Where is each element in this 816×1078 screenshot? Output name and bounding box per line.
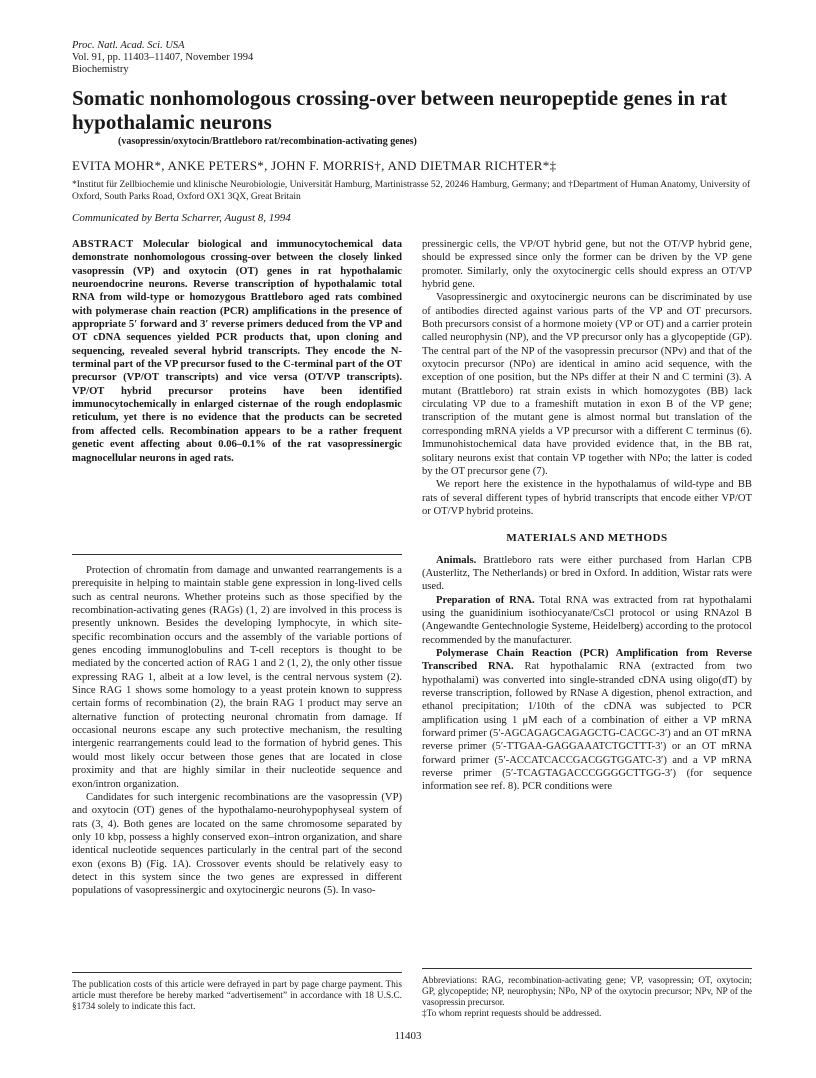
paper-title: Somatic nonhomologous crossing-over between neuropeptide genes in rat hypothalamic neurons [72, 86, 728, 134]
methods-pcr [422, 647, 752, 794]
methods-rna-head: Preparation of RNA. [436, 594, 535, 606]
intro-paragraph-2: Candidates for such intergenic recombinations are the vasopressin (VP) and oxytocin (OT) genes of the hypothalamo-neurohypophyseal system of rats (3, 4). Both genes are located on the same chromosome separated by only 10 kbp, possess a highly conserved exon–intron organization, and share identical nucleotide sequences particularly in the central part of the second exon (exons B) (Fig. 1A). Crossover events should be relatively easy to detect in this system since the two genes are expressed in different populations of vasopressinergic and oxytocinergic neurons (5). In vaso- [72, 791, 402, 897]
intro-paragraph-5: We report here the existence in the hypothalamus of wild-type and BB rats of several different types of hybrid transcripts that encode either VP/OT or OT/VP hybrid proteins. [422, 479, 752, 517]
abstract-divider [72, 554, 402, 555]
methods-animals-head: Animals. [436, 554, 477, 566]
reprint-note: ‡To whom reprint requests should be addressed. [422, 1009, 602, 1019]
methods-rna [422, 594, 752, 647]
intro-paragraph-3: pressinergic cells, the VP/OT hybrid gene, but not the OT/VP hybrid gene, should be expressed since only the former can be driven by the VP gene promoter. Similarly, only the oxytocinergic cells should express an OT/VP hybrid gene. [422, 239, 752, 291]
abbreviations-note: Abbreviations: RAG, recombination-activating gene; VP, vasopressin; OT, oxytocin; GP, glycopeptide; NP, neurophysin; NPo, NP of the oxytocin precursor; NPv, NP of the vasopressin precursor. [422, 976, 752, 1008]
methods-pcr-text: Rat hypothalamic RNA (extracted from two hypothalami) was converted into single-stranded cDNA using oligo(dT) by reverse transcription, followed by RNase A digestion, phenol extraction, and ethanol precipitation; 1/10th of the cDNA was subjected to PCR amplification using 1 μM each of a combination of either a VP mRNA forward primer (5′-AGCAGAGCAGAGCTG-CACGC-3′) and an OT mRNA reverse primer (5′-TTGAA-GAGGAAATCTGCTTT-3′) or an OT mRNA forward primer (5′-ACCATCACCGACGGTGGATC-3′) and a VP mRNA reverse primer (5′-TCAGTAGACCCGGGGCTTGG-3′) (for sequence information see ref. 8). PCR conditions were [422, 661, 752, 793]
methods-pcr-head: Polymerase Chain Reaction (PCR) Amplification from Reverse Transcribed RNA. [422, 647, 752, 673]
affiliations: *Institut für Zellbiochemie und klinische Neurobiologie, Universität Hamburg, Martinistrasse 52, 20246 Hamburg, Germany; and †Department of Human Anatomy, University of Oxford, South Parks Road, Oxford OX1 3QX, Great Britain [72, 180, 751, 202]
abstract-text: Molecular biological and immunocytochemical data demonstrate nonhomologous crossing-over between the closely linked vasopressin (VP) and oxytocin (OT) genes in rat hypothalamic neuroendocrine neurons. Reverse transcription of hypothalamic total RNA from wild-type or homozygous Brattleboro aged rats combined with polymerase chain reaction (PCR) amplifications in the presence of appropriate 5′ forward and 3′ reverse primers deduced from the VP and OT cDNA sequences yielded PCR products that, upon cloning and sequencing, revealed several hybrid transcripts. They encode the N-terminal part of the VP precursor fused to the C-terminal part of the OT precursor (VP/OT transcripts) and vice versa (OT/VP transcripts). VP/OT hybrid precursor proteins have been identified immunocytochemically in enlarged cisternae of the rough endoplasmic reticulum, yet there is no evidence that the products can be secreted from affected cells. Recombination appears to be a rather frequent genetic event affecting about 0.06–0.1% of the rat vasopressinergic magnocellular neurons in aged rats. [72, 239, 403, 464]
journal-volume: Vol. 91, pp. 11403–11407, November 1994 [72, 52, 254, 63]
keywords: (vasopressin/oxytocin/Brattleboro rat/recombination-activating genes) [118, 136, 417, 147]
footnote-divider-right [422, 968, 752, 969]
footnotes [422, 976, 752, 1020]
journal-section: Biochemistry [72, 64, 129, 75]
intro-paragraph-4: Vasopressinergic and oxytocinergic neurons can be discriminated by use of antibodies directed against various parts of the VP and OT precursors. Both precursors consist of a hormone moiety (VP or OT) and a carrier protein called neurophysin (NP), and the VP precursor only has a glycopeptide (GP). The central part of the NP of the vasopressin precursor (NPv) and that of the oxytocin precursor (NPo) are identical in amino acid sequence, with the exception of one position, but the NPs differ at their N and C termini (3). A mutant (Brattleboro) rat strain exists in which homozygotes (BB) lack circulating VP due to a frameshift mutation in exon B of the VP gene; transcription of the mutant gene is almost normal but translation of the corresponding mRNA yields a VP precursor with a different C terminus (6). Immunohistochemical data have provided evidence that, in the BB rat, solitary neurons exist that contain VP together with NPo; the latter is coded by the OT precursor gene (7). [422, 292, 752, 477]
intro-paragraph-1: Protection of chromatin from damage and unwanted rearrangements is a prerequisite in helping to maintain stable gene expression in long-lived cells such as central neurons. Whether proteins such as those specified by the recombination-activating genes (RAGs) (1, 2) are involved in this process is presently unknown. Besides the developing lymphocyte, in which site-specific recombination occurs and the assembly of the variable portions of genes encoding immunoglobulins and T-cell receptors is thought to be mediated by the concerted action of RAG 1 and 2 (1, 2), the only other tissue expressing RAG 1, albeit at a low level, is the central nervous system (2). Since RAG 1 shows some homology to a yeast protein known to suppress certain forms of recombination (2), the brain RAG 1 product may serve an alternative function of protecting neuronal chromatin from damage. If occasional neurons escape any such protective mechanism, the resulting intergenic rearrangements could lead to the formation of hybrid genes. This would most likely occur between those genes that are located in close proximity and that are highly similar in their nucleotide sequence and exon/intron organization. [72, 565, 402, 790]
journal-name: Proc. Natl. Acad. Sci. USA [72, 40, 185, 51]
authors: EVITA MOHR*, ANKE PETERS*, JOHN F. MORRIS†, AND DIETMAR RICHTER*‡ [72, 158, 557, 173]
right-column [422, 238, 752, 794]
methods-heading: MATERIALS AND METHODS [506, 532, 668, 545]
abstract [72, 238, 402, 465]
communicated-by: Communicated by Berta Scharrer, August 8, 1994 [72, 212, 291, 224]
methods-rna-text: Total RNA was extracted from rat hypothalami using the guanidinium isothiocyanate/CsCl protocol or using RNAzol B (Angewandte Gentechnologie Systeme, Heidelberg) according to the protocol recommended by the manufacturer. [422, 594, 752, 646]
publication-cost-note: The publication costs of this article were defrayed in part by page charge payment. This article must therefore be hereby marked “advertisement” in accordance with 18 U.S.C. §1734 solely to indicate this fact. [72, 980, 402, 1012]
journal-header [72, 40, 253, 76]
page-number: 11403 [394, 1030, 422, 1042]
methods-animals-text: Brattleboro rats were either purchased from Harlan CPB (Austerlitz, The Netherlands) or bred in Oxford. In addition, Wistar rats were used. [422, 554, 752, 593]
introduction-left [72, 564, 402, 898]
methods-animals [422, 554, 752, 594]
abstract-label: ABSTRACT [72, 239, 134, 250]
footnote-divider-left [72, 972, 402, 973]
